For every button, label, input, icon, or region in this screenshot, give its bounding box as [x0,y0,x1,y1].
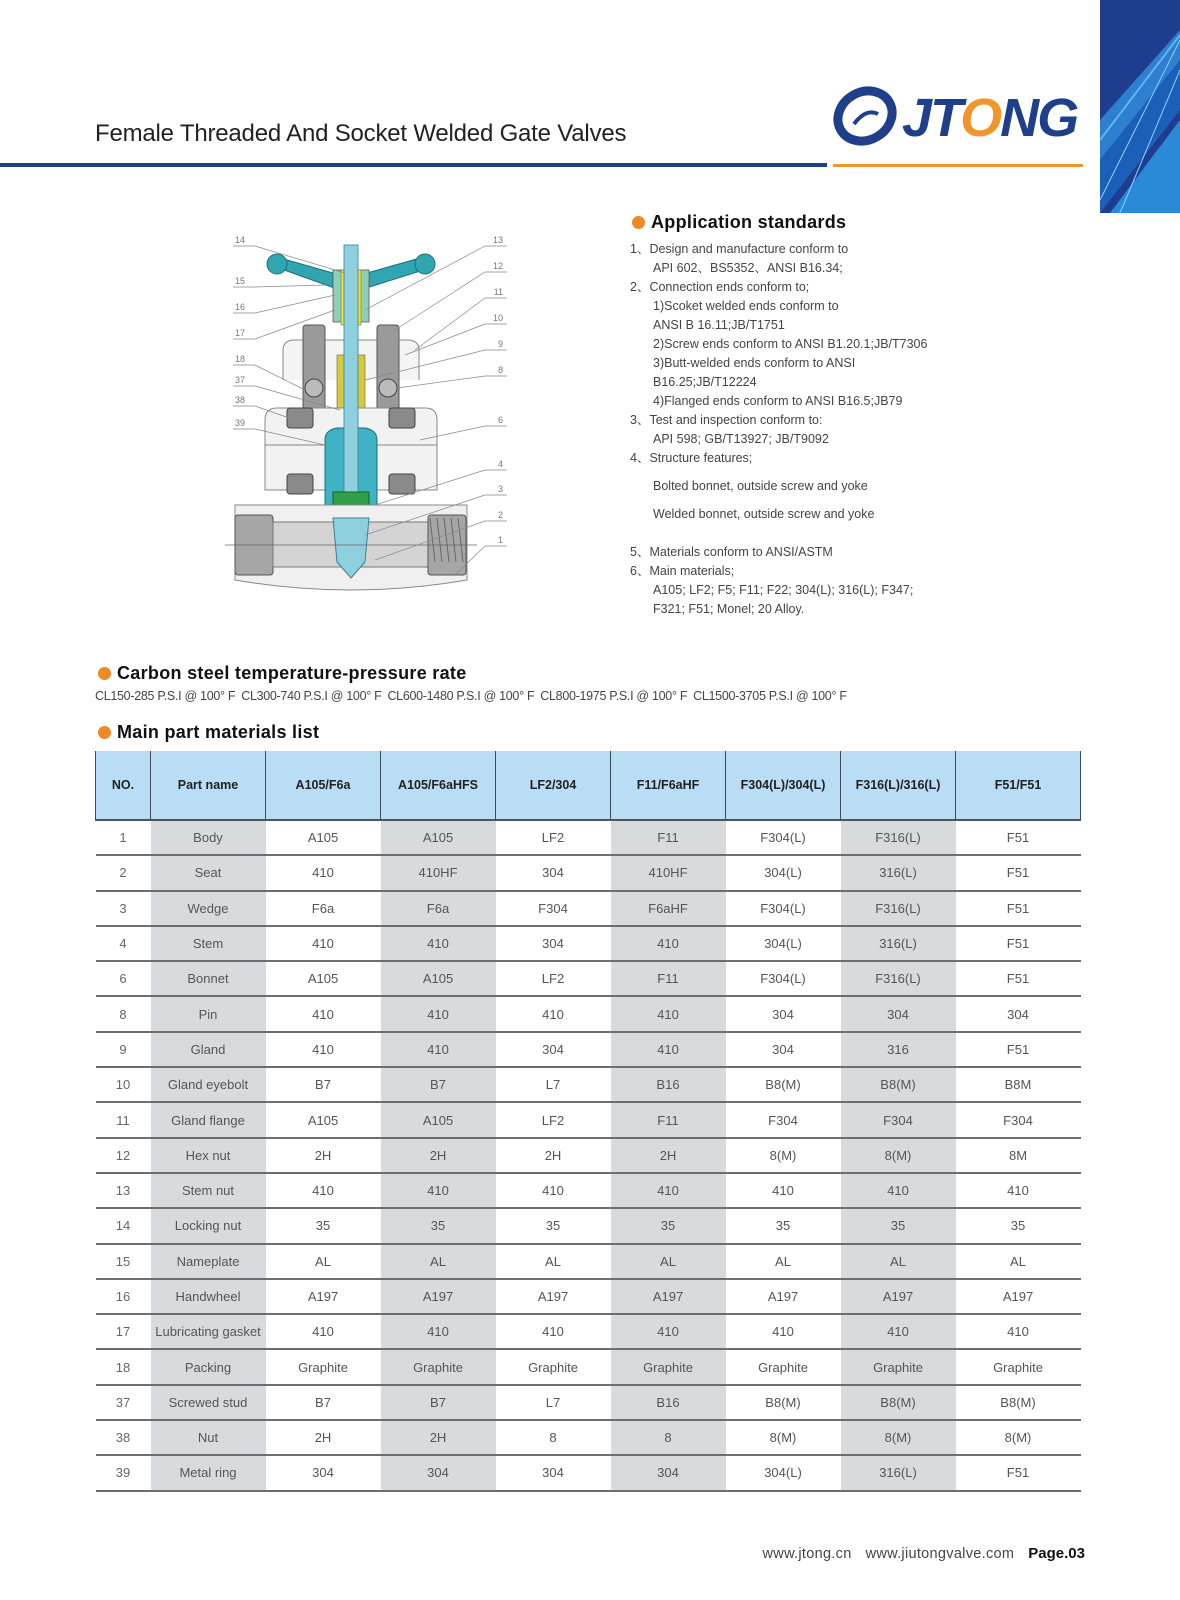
part-number-cell: 2 [96,855,151,890]
material-cell: Graphite [956,1349,1081,1384]
part-number-cell: 10 [96,1067,151,1102]
callout-label: 37 [235,375,246,385]
part-name-cell: Seat [151,855,266,890]
material-cell: 304 [726,1032,841,1067]
material-cell: 35 [381,1208,496,1243]
material-cell: 410 [496,1173,611,1208]
material-cell: 304(L) [726,1455,841,1490]
material-cell: Graphite [726,1349,841,1384]
material-cell: A105 [266,820,381,855]
standard-line: 2、Connection ends conform to; [630,280,810,294]
material-cell: 304 [496,1032,611,1067]
part-number-cell: 15 [96,1244,151,1279]
standard-line: 4、Structure features; [630,451,753,465]
column-header: A105/F6aHFS [381,751,496,820]
material-cell: 35 [496,1208,611,1243]
material-cell: AL [841,1244,956,1279]
material-cell: 8 [611,1420,726,1455]
material-cell: 410 [381,926,496,961]
material-cell: AL [726,1244,841,1279]
standard-line: API 602、BS5352、ANSI B16.34; [653,261,843,275]
standard-line: 5、Materials conform to ANSI/ASTM [630,545,833,559]
material-cell: 35 [841,1208,956,1243]
material-cell: Graphite [841,1349,956,1384]
material-cell: A197 [496,1279,611,1314]
materials-title: Main part materials list [117,722,320,742]
carbon-steel-heading [98,663,467,684]
material-cell: 410 [841,1314,956,1349]
material-cell: 410 [266,1032,381,1067]
column-header: LF2/304 [496,751,611,820]
column-header: F304(L)/304(L) [726,751,841,820]
part-name-cell: Nut [151,1420,266,1455]
header-rule-blue [0,163,827,167]
column-header: F316(L)/316(L) [841,751,956,820]
material-cell: B8(M) [841,1385,956,1420]
standard-line: 3)Butt-welded ends conform to ANSI [653,356,856,370]
table-row [96,891,1081,926]
pressure-rating: CL1500-3705 P.S.I @ 100° F [693,689,847,703]
part-name-cell: Screwed stud [151,1385,266,1420]
material-cell: 410 [611,926,726,961]
material-cell: F6a [381,891,496,926]
page-title: Female Threaded And Socket Welded Gate Valves [95,120,627,147]
standard-line: Bolted bonnet, outside screw and yoke [653,479,868,493]
column-header: Part name [151,751,266,820]
callout-label: 2 [497,510,503,520]
material-cell: 304 [611,1455,726,1490]
material-cell: 304(L) [726,855,841,890]
material-cell: A105 [381,820,496,855]
material-cell: 304 [956,996,1081,1031]
material-cell: L7 [496,1385,611,1420]
material-cell: 8(M) [841,1420,956,1455]
part-name-cell: Packing [151,1349,266,1384]
table-row [96,1102,1081,1137]
material-cell: 410 [381,996,496,1031]
material-cell: 410 [266,1173,381,1208]
callout-label: 39 [235,418,246,428]
part-name-cell: Stem [151,926,266,961]
material-cell: B7 [266,1385,381,1420]
material-cell: A197 [381,1279,496,1314]
material-cell: 304(L) [726,926,841,961]
standard-line: 1、Design and manufacture conform to [630,242,849,256]
callout-label: 38 [235,395,246,405]
material-cell: AL [381,1244,496,1279]
material-cell: AL [611,1244,726,1279]
material-cell: 2H [266,1420,381,1455]
material-cell: B7 [266,1067,381,1102]
material-cell: AL [266,1244,381,1279]
column-header: F11/F6aHF [611,751,726,820]
material-cell: AL [956,1244,1081,1279]
pressure-rating: CL300-740 P.S.I @ 100° F [241,689,382,703]
material-cell: 410 [956,1173,1081,1208]
pressure-rating: CL800-1975 P.S.I @ 100° F [540,689,688,703]
materials-table [95,751,1081,1492]
part-name-cell: Metal ring [151,1455,266,1490]
standard-line: ANSI B 16.11;JB/T1751 [653,318,785,332]
material-cell: 316 [841,1032,956,1067]
standard-line: 4)Flanged ends conform to ANSI B16.5;JB79 [653,394,903,408]
part-name-cell: Gland flange [151,1102,266,1137]
part-number-cell: 39 [96,1455,151,1490]
material-cell: 8(M) [956,1420,1081,1455]
material-cell: B8M [956,1067,1081,1102]
material-cell: B7 [381,1067,496,1102]
part-name-cell: Locking nut [151,1208,266,1243]
standard-line: Welded bonnet, outside screw and yoke [653,507,875,521]
material-cell: F11 [611,961,726,996]
table-row [96,996,1081,1031]
table-row [96,820,1081,855]
part-name-cell: Body [151,820,266,855]
page-number: Page.03 [1028,1545,1085,1562]
logo-text: JTONG [902,88,1078,148]
part-number-cell: 37 [96,1385,151,1420]
material-cell: 410 [841,1173,956,1208]
material-cell: 410 [611,1173,726,1208]
material-cell: 2H [266,1138,381,1173]
part-number-cell: 12 [96,1138,151,1173]
material-cell: 304 [496,1455,611,1490]
part-number-cell: 4 [96,926,151,961]
table-row [96,1067,1081,1102]
material-cell: F11 [611,1102,726,1137]
material-cell: 410 [496,1314,611,1349]
table-row [96,961,1081,996]
header-rule-orange [833,164,1083,167]
material-cell: B8(M) [956,1385,1081,1420]
part-number-cell: 17 [96,1314,151,1349]
material-cell: 304 [726,996,841,1031]
material-cell: F51 [956,820,1081,855]
standard-line: B16.25;JB/T12224 [653,375,757,389]
part-name-cell: Lubricating gasket [151,1314,266,1349]
material-cell: A105 [381,1102,496,1137]
table-row [96,1349,1081,1384]
table-row [96,1279,1081,1314]
material-cell: F316(L) [841,891,956,926]
part-number-cell: 18 [96,1349,151,1384]
material-cell: 316(L) [841,926,956,961]
part-name-cell: Hex nut [151,1138,266,1173]
table-row [96,1455,1081,1490]
material-cell: F51 [956,855,1081,890]
material-cell: B16 [611,1067,726,1102]
material-cell: F51 [956,1032,1081,1067]
material-cell: LF2 [496,1102,611,1137]
table-row [96,926,1081,961]
bullet-dot-icon [98,726,111,739]
material-cell: 8(M) [841,1138,956,1173]
callout-label: 12 [492,261,503,271]
callout-labels-left [235,235,245,428]
material-cell: 410 [611,1314,726,1349]
material-cell: A197 [726,1279,841,1314]
material-cell: F304 [956,1102,1081,1137]
material-cell: F51 [956,891,1081,926]
callout-label: 3 [497,484,503,494]
material-cell: F316(L) [841,820,956,855]
callout-label: 8 [497,365,503,375]
material-cell: 304 [841,996,956,1031]
standard-line: F321; F51; Monel; 20 Alloy. [653,602,805,616]
material-cell: Graphite [266,1349,381,1384]
footer [763,1545,1085,1562]
bullet-dot-icon [632,216,645,229]
standard-line: 3、Test and inspection conform to: [630,413,823,427]
callout-label: 4 [497,459,503,469]
table-row [96,855,1081,890]
callout-label: 15 [235,276,246,286]
material-cell: F6a [266,891,381,926]
material-cell: A197 [956,1279,1081,1314]
callout-label: 14 [235,235,246,245]
material-cell: LF2 [496,820,611,855]
column-header: F51/F51 [956,751,1081,820]
material-cell: B8(M) [726,1067,841,1102]
table-row [96,1385,1081,1420]
material-cell: B7 [381,1385,496,1420]
part-number-cell: 3 [96,891,151,926]
standard-line: 2)Screw ends conform to ANSI B1.20.1;JB/T7306 [653,337,928,351]
material-cell: 410 [611,1032,726,1067]
material-cell: 8M [956,1138,1081,1173]
standard-line: A105; LF2; F5; F11; F22; 304(L); 316(L); F347; [653,583,914,597]
table-row [96,1032,1081,1067]
column-header: A105/F6a [266,751,381,820]
material-cell: 8(M) [726,1138,841,1173]
material-cell: 410 [496,996,611,1031]
material-cell: 2H [381,1420,496,1455]
material-cell: A105 [266,1102,381,1137]
material-cell: Graphite [381,1349,496,1384]
part-name-cell: Stem nut [151,1173,266,1208]
material-cell: F316(L) [841,961,956,996]
material-cell: AL [496,1244,611,1279]
corner-decoration [1100,0,1180,213]
callout-label: 11 [493,287,503,297]
application-standards-list [630,240,927,619]
material-cell: L7 [496,1067,611,1102]
callout-label: 9 [497,339,503,349]
material-cell: F11 [611,820,726,855]
part-name-cell: Pin [151,996,266,1031]
callout-label: 18 [235,354,246,364]
material-cell: F51 [956,961,1081,996]
material-cell: F51 [956,1455,1081,1490]
material-cell: 410 [266,855,381,890]
part-name-cell: Bonnet [151,961,266,996]
material-cell: A105 [381,961,496,996]
material-cell: 8 [496,1420,611,1455]
material-cell: A197 [611,1279,726,1314]
table-row [96,1173,1081,1208]
footer-url-jtong[interactable]: www.jtong.cn [762,1546,852,1562]
materials-table-header [96,751,1081,820]
standard-line: API 598; GB/T13927; JB/T9092 [653,432,829,446]
part-number-cell: 8 [96,996,151,1031]
part-number-cell: 11 [96,1102,151,1137]
material-cell: 35 [611,1208,726,1243]
material-cell: 304 [496,926,611,961]
callout-label: 1 [497,535,503,545]
part-name-cell: Gland eyebolt [151,1067,266,1102]
table-row [96,1138,1081,1173]
table-row [96,1314,1081,1349]
material-cell: 410 [381,1314,496,1349]
material-cell: F304(L) [726,820,841,855]
callout-label: 10 [492,313,503,323]
material-cell: 2H [496,1138,611,1173]
logo-swirl-icon [830,81,901,150]
standard-line: 1)Scoket welded ends conform to [653,299,839,313]
part-name-cell: Handwheel [151,1279,266,1314]
material-cell: B8(M) [841,1067,956,1102]
part-number-cell: 13 [96,1173,151,1208]
material-cell: F304 [726,1102,841,1137]
part-number-cell: 6 [96,961,151,996]
material-cell: 304 [381,1455,496,1490]
material-cell: 316(L) [841,855,956,890]
jtong-logo [830,80,1085,150]
callout-label: 17 [235,328,246,338]
material-cell: 410 [266,1314,381,1349]
callout-label: 13 [492,235,503,245]
material-cell: 410 [726,1173,841,1208]
material-cell: F304(L) [726,961,841,996]
part-number-cell: 16 [96,1279,151,1314]
material-cell: LF2 [496,961,611,996]
material-cell: Graphite [611,1349,726,1384]
bullet-dot-icon [98,667,111,680]
materials-heading [98,722,319,743]
material-cell: 410 [381,1173,496,1208]
material-cell: 304 [266,1455,381,1490]
material-cell: A197 [841,1279,956,1314]
application-standards-heading [632,212,846,233]
part-name-cell: Nameplate [151,1244,266,1279]
footer-url-jiutongvalve[interactable]: www.jiutongvalve.com [865,1546,1015,1562]
pressure-ratings-line [95,689,853,703]
material-cell: 2H [611,1138,726,1173]
material-cell: B16 [611,1385,726,1420]
material-cell: 35 [956,1208,1081,1243]
material-cell: B8(M) [726,1385,841,1420]
valve-cross-section-diagram [225,230,525,605]
material-cell: 35 [726,1208,841,1243]
callout-label: 6 [497,415,503,425]
material-cell: 410 [611,996,726,1031]
standard-line: 6、Main materials; [630,564,735,578]
material-cell: 410 [266,926,381,961]
material-cell: 410HF [381,855,496,890]
material-cell: 2H [381,1138,496,1173]
material-cell: F304 [841,1102,956,1137]
material-cell: 410 [381,1032,496,1067]
carbon-steel-title: Carbon steel temperature-pressure rate [117,663,467,683]
part-number-cell: 9 [96,1032,151,1067]
material-cell: A197 [266,1279,381,1314]
part-name-cell: Gland [151,1032,266,1067]
material-cell: Graphite [496,1349,611,1384]
application-standards-title: Application standards [651,212,847,232]
table-row [96,1244,1081,1279]
material-cell: 410 [726,1314,841,1349]
column-header: NO. [96,751,151,820]
part-number-cell: 38 [96,1420,151,1455]
material-cell: 8(M) [726,1420,841,1455]
pressure-rating: CL600-1480 P.S.I @ 100° F [387,689,535,703]
material-cell: 410HF [611,855,726,890]
callout-labels-right [493,235,503,545]
material-cell: 35 [266,1208,381,1243]
material-cell: F304 [496,891,611,926]
table-row [96,1208,1081,1243]
material-cell: 304 [496,855,611,890]
callout-label: 16 [235,302,246,312]
part-number-cell: 14 [96,1208,151,1243]
material-cell: 410 [956,1314,1081,1349]
material-cell: 410 [266,996,381,1031]
valve-body [225,505,477,590]
material-cell: A105 [266,961,381,996]
material-cell: F51 [956,926,1081,961]
material-cell: F304(L) [726,891,841,926]
part-number-cell: 1 [96,820,151,855]
table-row [96,1420,1081,1455]
material-cell: 316(L) [841,1455,956,1490]
part-name-cell: Wedge [151,891,266,926]
pressure-rating: CL150-285 P.S.I @ 100° F [95,689,236,703]
material-cell: F6aHF [611,891,726,926]
